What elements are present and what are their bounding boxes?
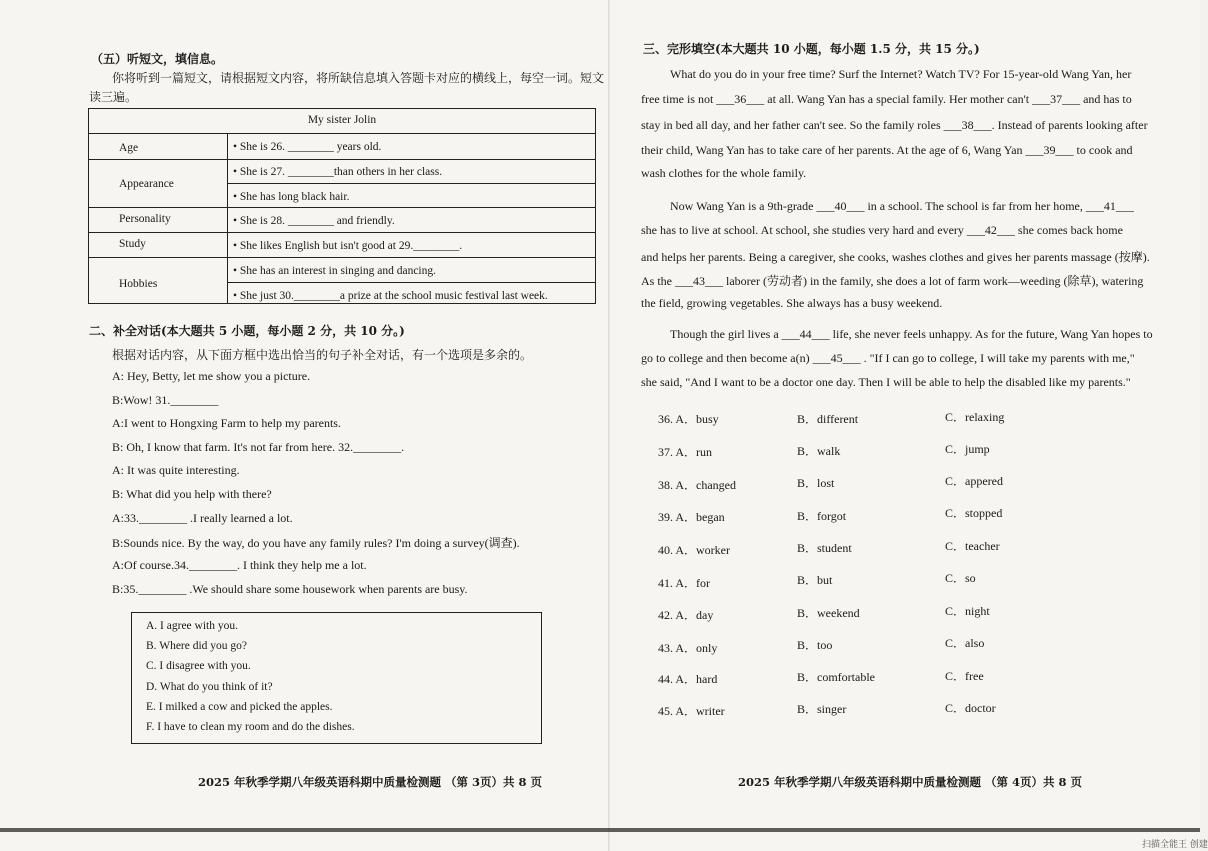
choice-44-b: B．comfortable xyxy=(797,670,875,684)
option-e: E. I milked a cow and picked the apples. xyxy=(146,701,333,713)
section2-instruction: 根据对话内容，从下面方框中选出恰当的句子补全对话，有一个选项是多余的。 xyxy=(112,348,533,362)
choice-42-c: C．night xyxy=(945,604,990,618)
option-b: B. Where did you go? xyxy=(146,640,248,652)
section3-title: 三、完形填空(本大题共 10 小题，每小题 1.5 分，共 15 分。) xyxy=(643,42,980,56)
choice-42-b: B．weekend xyxy=(797,606,860,620)
row-label-hobbies: Hobbies xyxy=(119,278,158,290)
choice-44-c: C．free xyxy=(945,669,984,683)
passage-line: go to college and then become a(n) ___45___ . "If I can go to college, I will take my parents with me," xyxy=(641,351,1135,365)
row-label-study: Study xyxy=(119,238,146,250)
passage-line: Now Wang Yan is a 9th-grade ___40___ in a school. The school is far from her home, ___41___ xyxy=(670,199,1134,213)
passage-line: free time is not ___36___ at all. Wang Yan has a special family. Her mother can't ___37___ and has to xyxy=(641,92,1132,106)
choice-40-c: C．teacher xyxy=(945,539,1000,553)
choice-41-b: B．but xyxy=(797,573,833,587)
dialogue-line: A:Of course.34.________. I think they help me a lot. xyxy=(112,558,367,572)
dialogue-line: B:Wow! 31.________ xyxy=(112,393,219,407)
choice-40-a: 40. A．worker xyxy=(658,543,730,557)
section5-instruction-line1: 你将听到一篇短文，请根据短文内容，将所缺信息填入答题卡对应的横线上，每空一词。短文 xyxy=(112,71,605,85)
choice-41-a: 41. A．for xyxy=(658,576,710,590)
dialogue-line: A: Hey, Betty, let me show you a picture. xyxy=(112,369,311,383)
row-study-line1: • She likes English but isn't good at 29.________. xyxy=(233,240,463,252)
right-footer: 2025 年秋季学期八年级英语科期中质量检测题 （第 4页）共 8 页 xyxy=(738,775,1083,789)
choice-39-b: B．forgot xyxy=(797,509,847,523)
choice-45-b: B．singer xyxy=(797,702,847,716)
passage-line: she said, "And I want to be a doctor one day. Then I will be able to help the disabled like my parents." xyxy=(641,375,1131,389)
passage-line: wash clothes for the whole family. xyxy=(641,166,807,180)
choice-43-c: C．also xyxy=(945,636,985,650)
choice-43-b: B．too xyxy=(797,638,833,652)
row-hobbies-line1: • She has an interest in singing and dancing. xyxy=(233,265,437,277)
choice-37-c: C．jump xyxy=(945,442,990,456)
choice-36-c: C．relaxing xyxy=(945,410,1005,424)
dialogue-line: B: What did you help with there? xyxy=(112,487,272,501)
dialogue-line: A:33.________ .I really learned a lot. xyxy=(112,511,293,525)
option-d: D. What do you think of it? xyxy=(146,681,273,693)
choice-39-a: 39. A．began xyxy=(658,510,725,524)
passage-line: and helps her parents. Being a caregiver, she cooks, washes clothes and gives her parents massage (按摩). xyxy=(641,250,1150,264)
passage-line: the field, growing vegetables. She always has a busy weekend. xyxy=(641,296,943,310)
info-table xyxy=(88,108,596,304)
choice-36-a: 36. A．busy xyxy=(658,412,719,426)
choice-44-a: 44. A．hard xyxy=(658,672,718,686)
row-label-appearance: Appearance xyxy=(119,178,174,190)
choice-40-b: B．student xyxy=(797,541,852,555)
choice-38-c: C．appered xyxy=(945,474,1003,488)
option-f: F. I have to clean my room and do the dishes. xyxy=(146,721,355,733)
choice-37-a: 37. A．run xyxy=(658,445,713,459)
choice-41-c: C．so xyxy=(945,571,976,585)
section5-instruction-line2: 读三遍。 xyxy=(89,90,138,104)
choice-45-a: 45. A．writer xyxy=(658,704,725,718)
choice-38-b: B．lost xyxy=(797,476,835,490)
row-appearance-line2: • She has long black hair. xyxy=(233,191,350,203)
choice-45-c: C．doctor xyxy=(945,701,996,715)
choice-42-a: 42. A．day xyxy=(658,608,714,622)
table-title: My sister Jolin xyxy=(307,114,377,126)
options-box xyxy=(131,612,542,744)
section2-title: 二、补全对话(本大题共 5 小题，每小题 2 分，共 10 分。) xyxy=(89,324,405,338)
scan-bottom-edge xyxy=(0,828,1200,832)
passage-line: she has to live at school. At school, she studies very hard and every ___42___ she comes back home xyxy=(641,223,1123,237)
dialogue-line: A: It was quite interesting. xyxy=(112,463,240,477)
dialogue-line: B:35.________ .We should share some housework when parents are busy. xyxy=(112,582,468,596)
row-hobbies-line2: • She just 30.________a prize at the school music festival last week. xyxy=(233,290,548,302)
choice-37-b: B．walk xyxy=(797,444,841,458)
row-personality-line1: • She is 28. ________ and friendly. xyxy=(233,215,395,227)
passage-line: stay in bed all day, and her father can't see. So the family roles ___38___. Instead of parents looking after xyxy=(641,118,1148,132)
row-label-personality: Personality xyxy=(119,213,171,225)
passage-line: their child, Wang Yan has to take care of her parents. At the age of 6, Wang Yan ___39___ to cook and xyxy=(641,143,1133,157)
passage-line: As the ___43___ laborer (劳动者) in the family, she does a lot of farm work—weeding (除草), watering xyxy=(641,274,1144,288)
dialogue-line: A:I went to Hongxing Farm to help my parents. xyxy=(112,416,341,430)
row-age-line1: • She is 26. ________ years old. xyxy=(233,141,382,153)
choice-43-a: 43. A．only xyxy=(658,641,718,655)
row-appearance-line1: • She is 27. ________than others in her class. xyxy=(233,166,443,178)
choice-39-c: C．stopped xyxy=(945,506,1003,520)
row-label-age: Age xyxy=(119,142,139,154)
passage-line: What do you do in your free time? Surf the Internet? Watch TV? For 15-year-old Wang Yan, her xyxy=(670,67,1132,81)
right-page xyxy=(610,0,1208,851)
option-a: A. I agree with you. xyxy=(146,620,238,632)
option-c: C. I disagree with you. xyxy=(146,660,251,672)
choice-36-b: B．different xyxy=(797,412,859,426)
scanner-watermark: 扫描全能王 创建 xyxy=(1142,840,1208,850)
dialogue-line: B: Oh, I know that farm. It's not far from here. 32.________. xyxy=(112,440,405,454)
choice-38-a: 38. A．changed xyxy=(658,478,736,492)
section5-title: （五）听短文，填信息。 xyxy=(91,52,224,66)
passage-line: Though the girl lives a ___44___ life, she never feels unhappy. As for the future, Wang Yan hopes to xyxy=(670,327,1153,341)
dialogue-line: B:Sounds nice. By the way, do you have any family rules? I'm doing a survey(调查). xyxy=(112,536,520,550)
left-footer: 2025 年秋季学期八年级英语科期中质量检测题 （第 3页）共 8 页 xyxy=(198,775,543,789)
